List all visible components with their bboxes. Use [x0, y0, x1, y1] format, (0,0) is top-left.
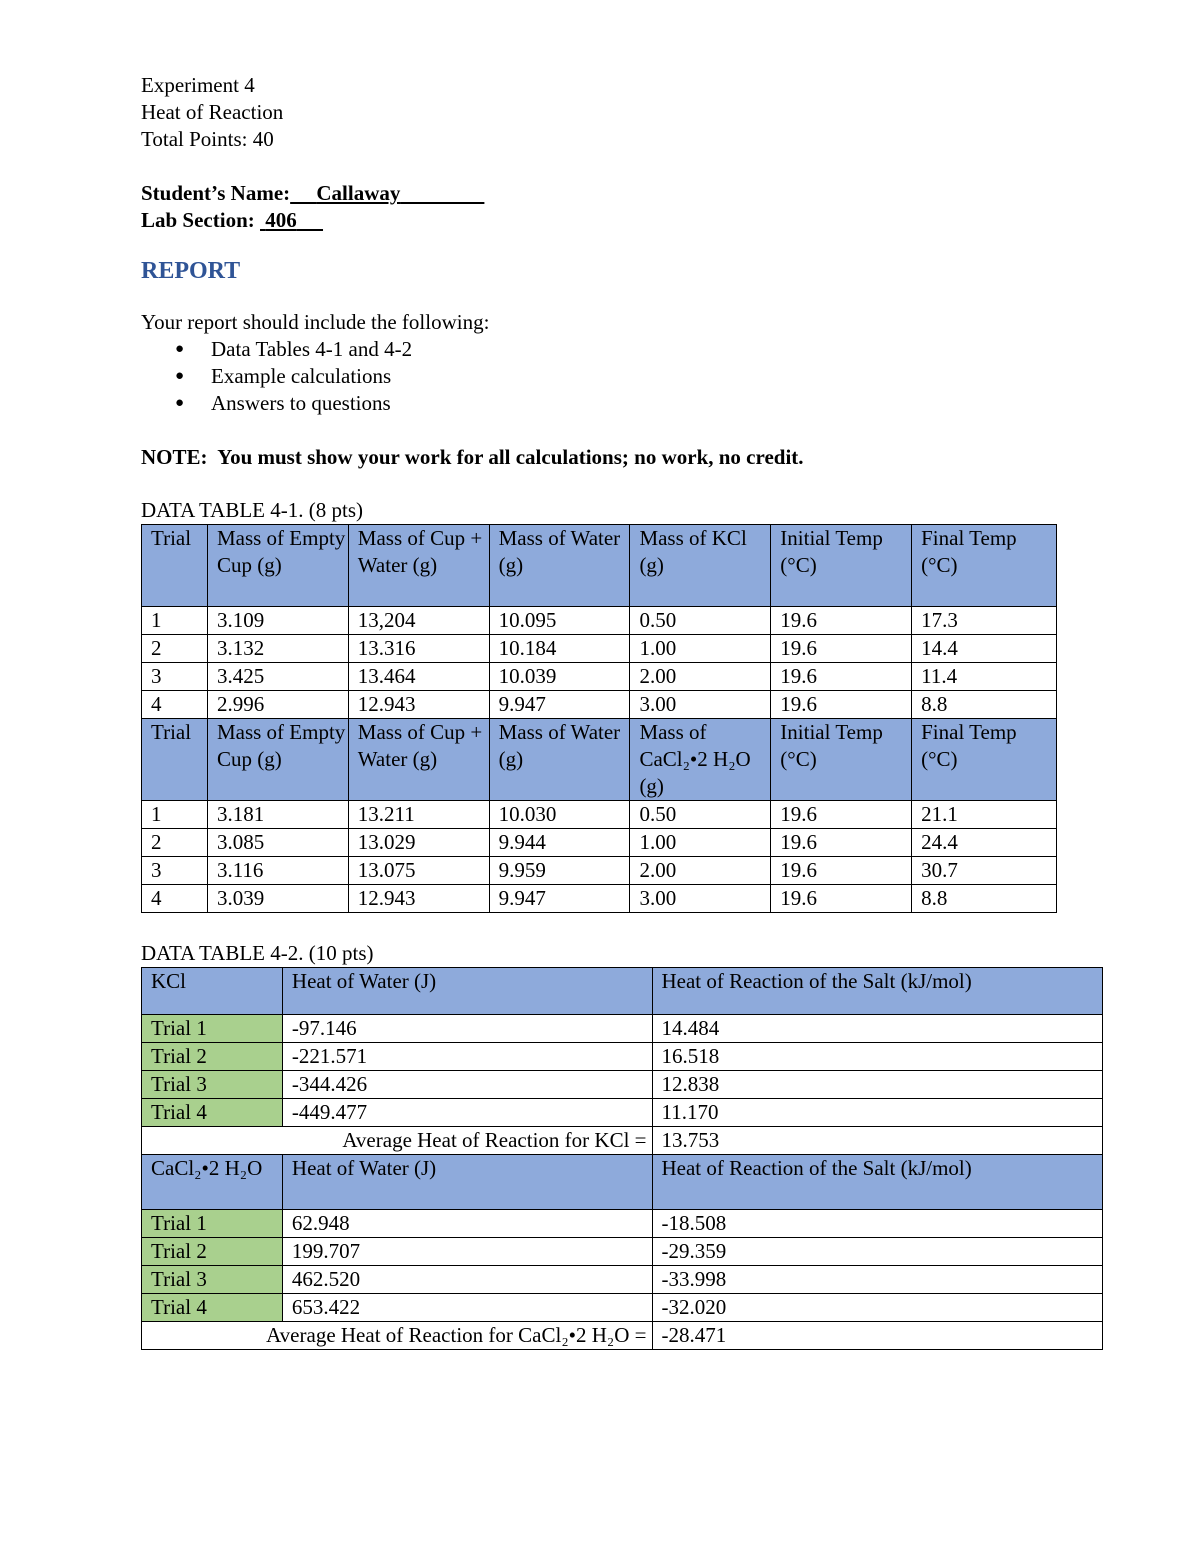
- table-cell: 10.095: [489, 607, 630, 635]
- table-cell: 13.464: [348, 663, 489, 691]
- trial-label: Trial 3: [142, 1071, 283, 1099]
- table-cell: 3.425: [207, 663, 348, 691]
- student-name-value: Callaway: [316, 181, 401, 205]
- table-cell: 12.838: [652, 1071, 1103, 1099]
- table-cell: 62.948: [282, 1210, 652, 1238]
- table-cell: 14.484: [652, 1015, 1103, 1043]
- table-cell: 19.6: [771, 801, 912, 829]
- table-header-cell: Mass of Empty Cup (g): [207, 525, 348, 607]
- table-cell: 10.184: [489, 635, 630, 663]
- table-cell: 8.8: [912, 691, 1057, 719]
- table-cell: 9.947: [489, 885, 630, 913]
- table-cell: 19.6: [771, 663, 912, 691]
- table-row: [142, 1266, 1103, 1294]
- list-item: ● Example calculations: [211, 363, 1111, 390]
- table-cell: -32.020: [652, 1294, 1103, 1322]
- table-cell: 9.947: [489, 691, 630, 719]
- table-cell: -33.998: [652, 1266, 1103, 1294]
- average-value: 13.753: [652, 1127, 1103, 1155]
- table-cell: 19.6: [771, 635, 912, 663]
- table-cell: 12.943: [348, 691, 489, 719]
- trial-label: Trial 2: [142, 1043, 283, 1071]
- trial-label: Trial 3: [142, 1266, 283, 1294]
- table-row: [142, 607, 1057, 635]
- table-cell: 14.4: [912, 635, 1057, 663]
- table-cell: -97.146: [282, 1015, 652, 1043]
- table-cell: 2: [142, 829, 208, 857]
- table-header-cell: Mass of Empty Cup (g): [207, 719, 348, 801]
- table-cell: 9.959: [489, 857, 630, 885]
- student-name-line: [141, 180, 1111, 207]
- table-row: [142, 1238, 1103, 1266]
- table-cell: 13.075: [348, 857, 489, 885]
- report-heading: REPORT: [141, 258, 241, 284]
- list-item: ● Data Tables 4-1 and 4-2: [211, 336, 1111, 363]
- table-cell: 2.00: [630, 857, 771, 885]
- table-cell: 8.8: [912, 885, 1057, 913]
- table-cell: 3.116: [207, 857, 348, 885]
- average-row: [142, 1322, 1103, 1350]
- table-cell: 199.707: [282, 1238, 652, 1266]
- table-cell: 21.1: [912, 801, 1057, 829]
- table-cell: 11.170: [652, 1099, 1103, 1127]
- table-header-cell: Mass of Cup + Water (g): [348, 525, 489, 607]
- report-intro: Your report should include the following:: [141, 310, 490, 334]
- average-label: Average Heat of Reaction for KCl =: [142, 1127, 653, 1155]
- table-cell: -29.359: [652, 1238, 1103, 1266]
- table-header-cell: Mass of Water (g): [489, 719, 630, 801]
- table-cell: 13.211: [348, 801, 489, 829]
- student-name-label: Student’s Name:: [141, 181, 291, 205]
- table-cell: 16.518: [652, 1043, 1103, 1071]
- table2-caption: DATA TABLE 4-2. (10 pts): [141, 941, 374, 965]
- table-header-cell: Initial Temp (°C): [771, 525, 912, 607]
- table-row: [142, 663, 1057, 691]
- table-row: [142, 1071, 1103, 1099]
- table-row: [142, 691, 1057, 719]
- table-cell: 2.00: [630, 663, 771, 691]
- table-cell: 13,204: [348, 607, 489, 635]
- trial-label: Trial 1: [142, 1210, 283, 1238]
- average-label: Average Heat of Reaction for CaCl₂•2 H₂O =: [142, 1322, 653, 1350]
- table-cell: 19.6: [771, 857, 912, 885]
- table-header-row: [142, 719, 1057, 801]
- report-items: [141, 336, 1111, 417]
- table-cell: 17.3: [912, 607, 1057, 635]
- table-header-cell: Heat of Reaction of the Salt (kJ/mol): [652, 1155, 1103, 1210]
- table-row: [142, 635, 1057, 663]
- table-cell: 462.520: [282, 1266, 652, 1294]
- table-cell: 3.039: [207, 885, 348, 913]
- table-cell: -18.508: [652, 1210, 1103, 1238]
- table-cell: 13.029: [348, 829, 489, 857]
- table-cell: 24.4: [912, 829, 1057, 857]
- table-row: [142, 857, 1057, 885]
- table-cell: 1.00: [630, 635, 771, 663]
- table-row: [142, 1099, 1103, 1127]
- table-cell: 19.6: [771, 607, 912, 635]
- table-cell: 1.00: [630, 829, 771, 857]
- trial-label: Trial 1: [142, 1015, 283, 1043]
- table-row: [142, 1294, 1103, 1322]
- table1-caption: DATA TABLE 4-1. (8 pts): [141, 498, 363, 522]
- table-cell: 3.00: [630, 691, 771, 719]
- total-points: Total Points: 40: [141, 127, 274, 151]
- table-header-cell: Final Temp (°C): [912, 525, 1057, 607]
- lab-section-line: [141, 207, 1111, 234]
- table-cell: 3.132: [207, 635, 348, 663]
- salt-label: KCl: [142, 968, 283, 1015]
- average-row: [142, 1127, 1103, 1155]
- table-cell: -344.426: [282, 1071, 652, 1099]
- trial-label: Trial 4: [142, 1099, 283, 1127]
- table-header-cell: Initial Temp (°C): [771, 719, 912, 801]
- table-cell: 4: [142, 691, 208, 719]
- lab-section-label: Lab Section:: [141, 208, 255, 232]
- table-row: [142, 801, 1057, 829]
- table-header-cell: Heat of Water (J): [282, 1155, 652, 1210]
- table-cell: 653.422: [282, 1294, 652, 1322]
- table-cell: 4: [142, 885, 208, 913]
- experiment-title: Heat of Reaction: [141, 100, 284, 124]
- note: NOTE: You must show your work for all calculations; no work, no credit.: [141, 445, 804, 469]
- salt-label: CaCl₂•2 H₂O: [142, 1155, 283, 1210]
- table-cell: -449.477: [282, 1099, 652, 1127]
- table-cell: 19.6: [771, 691, 912, 719]
- table-cell: 2: [142, 635, 208, 663]
- table-header-cell: Mass of CaCl₂•2 H₂O (g): [630, 719, 771, 801]
- experiment-number: Experiment 4: [141, 73, 255, 97]
- table-cell: 19.6: [771, 829, 912, 857]
- table-cell: 3: [142, 857, 208, 885]
- table-cell: -221.571: [282, 1043, 652, 1071]
- table-cell: 3.00: [630, 885, 771, 913]
- table-row: [142, 1210, 1103, 1238]
- table-cell: 0.50: [630, 607, 771, 635]
- table-cell: 13.316: [348, 635, 489, 663]
- table-cell: 11.4: [912, 663, 1057, 691]
- trial-label: Trial 4: [142, 1294, 283, 1322]
- table-cell: 3: [142, 663, 208, 691]
- list-item: ● Answers to questions: [211, 390, 1111, 417]
- table-header-cell: Final Temp (°C): [912, 719, 1057, 801]
- table-cell: 12.943: [348, 885, 489, 913]
- trial-label: Trial 2: [142, 1238, 283, 1266]
- table-cell: 10.039: [489, 663, 630, 691]
- table-header-cell: Mass of KCl (g): [630, 525, 771, 607]
- table-row: [142, 829, 1057, 857]
- table-cell: 9.944: [489, 829, 630, 857]
- table-header-cell: Mass of Water (g): [489, 525, 630, 607]
- table-cell: 1: [142, 801, 208, 829]
- table-row: [142, 885, 1057, 913]
- document-page: [141, 72, 1111, 1350]
- table-cell: 19.6: [771, 885, 912, 913]
- table-header-cell: Heat of Reaction of the Salt (kJ/mol): [652, 968, 1103, 1015]
- table-header-cell: Mass of Cup + Water (g): [348, 719, 489, 801]
- table-header-row: [142, 1155, 1103, 1210]
- table-cell: 30.7: [912, 857, 1057, 885]
- table-cell: 3.109: [207, 607, 348, 635]
- data-table-4-2: [141, 967, 1103, 1350]
- table-row: [142, 1015, 1103, 1043]
- table-cell: 3.181: [207, 801, 348, 829]
- table-header-row: [142, 525, 1057, 607]
- table-cell: 1: [142, 607, 208, 635]
- table-cell: 3.085: [207, 829, 348, 857]
- table-cell: 0.50: [630, 801, 771, 829]
- table-cell: 2.996: [207, 691, 348, 719]
- table-cell: 10.030: [489, 801, 630, 829]
- table-header-cell: Trial: [142, 719, 208, 801]
- data-table-4-1: [141, 524, 1057, 913]
- table-header-cell: Trial: [142, 525, 208, 607]
- table-header-row: [142, 968, 1103, 1015]
- average-value: -28.471: [652, 1322, 1103, 1350]
- table-row: [142, 1043, 1103, 1071]
- table-header-cell: Heat of Water (J): [282, 968, 652, 1015]
- lab-section-value: 406: [265, 208, 297, 232]
